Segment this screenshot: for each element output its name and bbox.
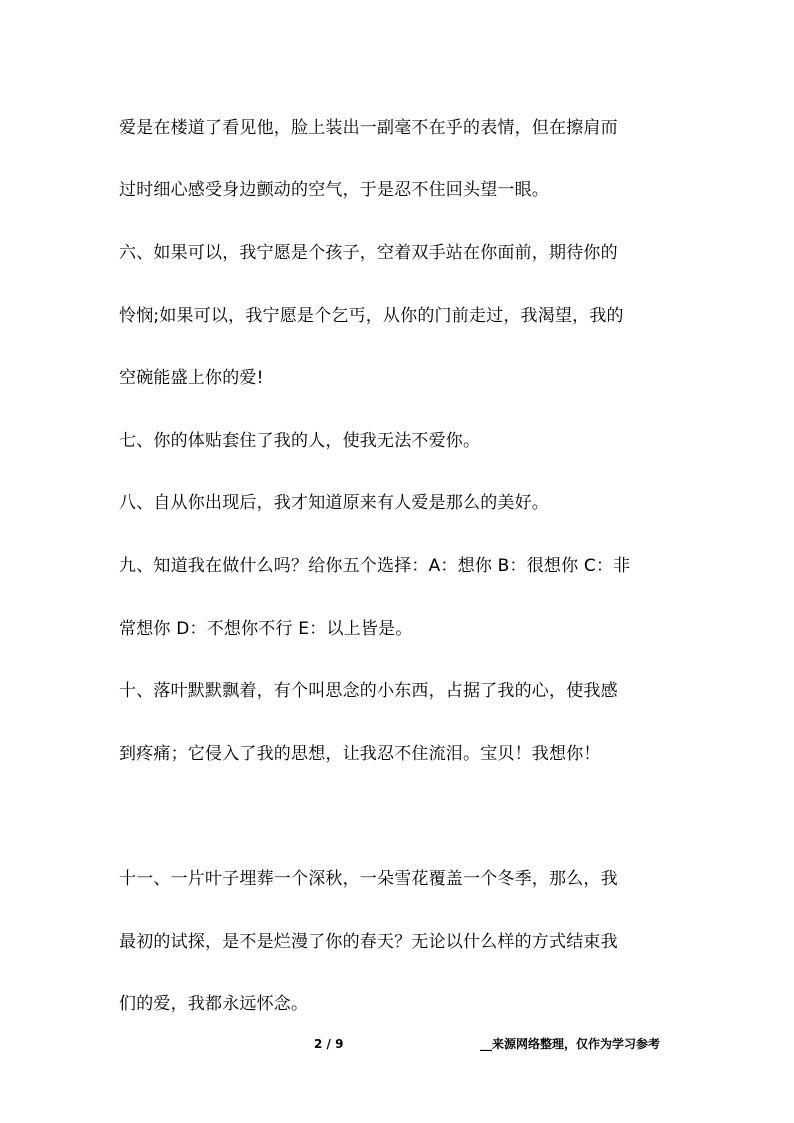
text-line-10: 十、落叶默默飘着，有个叫思念的小东西，占据了我的心，使我感 bbox=[119, 681, 618, 701]
text-line-3: 六、如果可以，我宁愿是个孩子，空着双手站在你面前，期待你的 bbox=[119, 243, 618, 263]
text-line-5: 空碗能盛上你的爱! bbox=[119, 368, 264, 388]
text-line-12: 十一、一片叶子埋葬一个深秋，一朵雪花覆盖一个冬季，那么，我 bbox=[119, 869, 618, 889]
text-line-7: 八、自从你出现后，我才知道原来有人爱是那么的美好。 bbox=[119, 493, 549, 513]
text-line-11: 到疼痛；它侵入了我的思想，让我忍不住流泪。宝贝！我想你！ bbox=[119, 744, 601, 764]
text-line-13: 最初的试探，是不是烂漫了你的春天？无论以什么样的方式结束我 bbox=[119, 932, 618, 952]
page-number: 2 / 9 bbox=[314, 1037, 344, 1051]
text-line-1: 爱是在楼道了看见他，脸上装出一副毫不在乎的表情，但在擦肩而 bbox=[119, 118, 618, 138]
text-line-8: 九、知道我在做什么吗？给你五个选择：A：想你 B：很想你 C：非 bbox=[119, 556, 631, 576]
text-line-4: 怜悯;如果可以，我宁愿是个乞丐，从你的门前走过，我渴望，我的 bbox=[119, 306, 624, 326]
source-note: __来源网络整理，仅作为学习参考 bbox=[480, 1037, 661, 1051]
text-line-6: 七、你的体贴套住了我的人，使我无法不爱你。 bbox=[119, 431, 481, 451]
text-line-2: 过时细心感受身边颤动的空气，于是忍不住回头望一眼。 bbox=[119, 180, 549, 200]
text-line-14: 们的爱，我都永远怀念。 bbox=[119, 994, 309, 1014]
text-line-9: 常想你 D：不想你不行 E：以上皆是。 bbox=[119, 619, 413, 639]
